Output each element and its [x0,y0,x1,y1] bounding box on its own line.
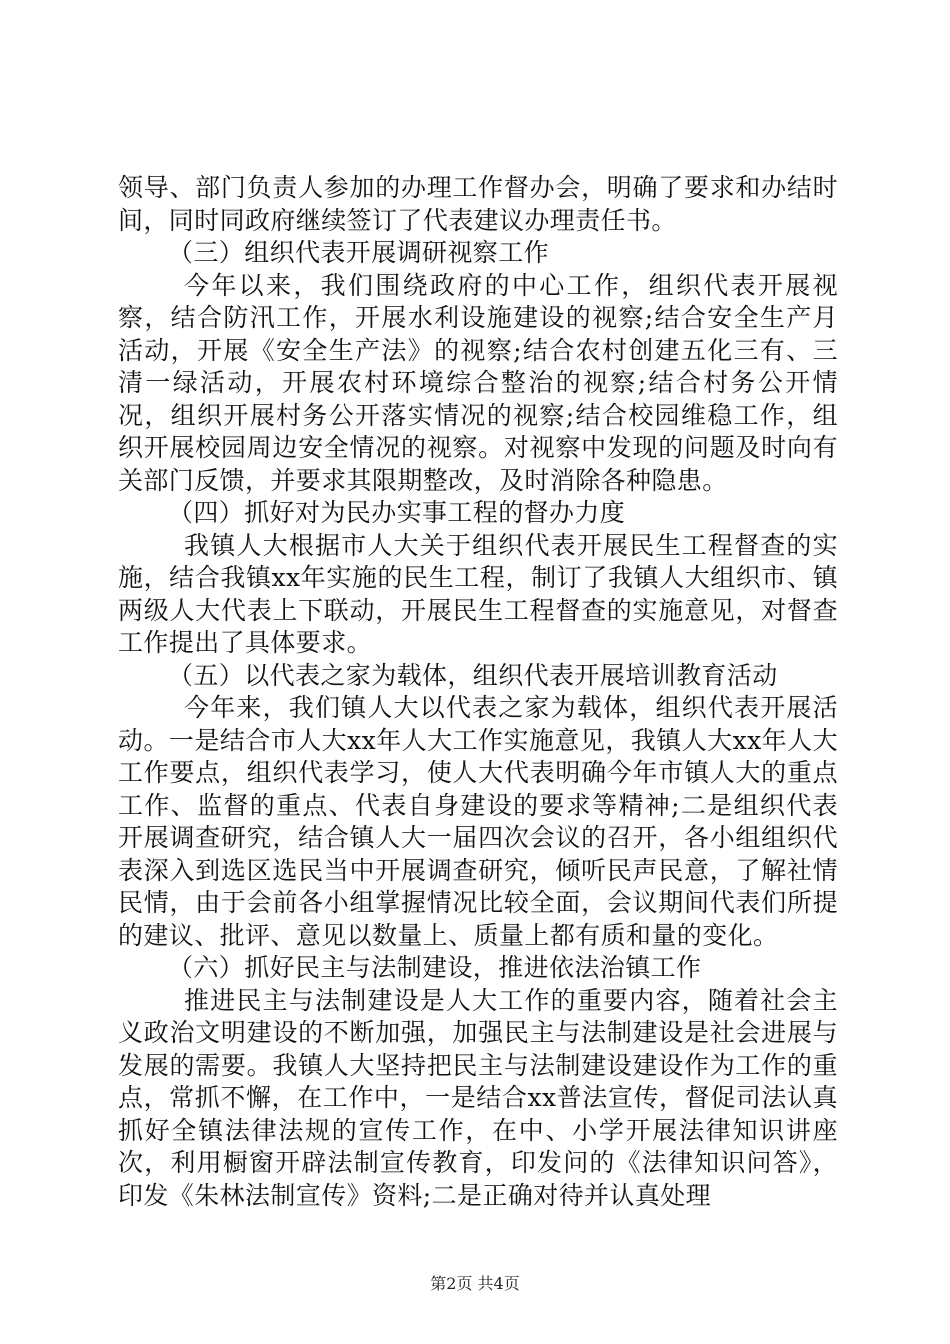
section-heading-5: （五）以代表之家为载体，组织代表开展培训教育活动 [168,660,778,690]
section-heading-6: （六）抓好民主与法制建设，推进依法治镇工作 [168,953,702,982]
paragraph-rule-of-law: 推进民主与法制建设是人大工作的重要内容，随着社会主义政治文明建设的不断加强，加强民主与法制建设是社会进展与发展的需要。我镇人大坚持把民主与法制建设建设作为工作的重点，常抓不懈，在工作中，一是结合xx普法宣传，督促司法认真抓好全镇法律法规的宣传工作，在中、小学开展法律知识讲座次，利用橱窗开辟法制宣传教育，印发问的《法律知识问答》，印发《朱林法制宣传》资料;二是正确对待并认真处理 [118,985,838,1210]
paragraph-training: 今年来，我们镇人大以代表之家为载体，组织代表开展活动。一是结合市人大xx年人大工作实施意见，我镇人大xx年人大工作要点，组织代表学习，使人大代表明确今年市镇人大的重点工作、监督的重点、代表自身建设的要求等精神;二是组织代表开展调查研究，结合镇人大一届四次会议的召开，各小组组织代表深入到选区选民当中开展调查研究，倾听民声民意，了解社情民情，由于会前各小组掌握情况比较全面，会议期间代表们所提的建议、批评、意见以数量上、质量上都有质和量的变化。 [118,693,838,950]
paragraph-continuation: 领导、部门负责人参加的办理工作督办会，明确了要求和办结时间，同时同政府继续签订了代表建议办理责任书。 [118,173,838,235]
document-body [118,172,838,1212]
page-number-footer: 第2页 共4页 [430,1274,520,1293]
section-heading-3: （三）组织代表开展调研视察工作 [168,238,550,267]
section-heading-4: （四）抓好对为民办实事工程的督办力度 [168,498,626,527]
paragraph-inspection: 今年以来，我们围绕政府的中心工作，组织代表开展视察，结合防汛工作，开展水利设施建设的视察;结合安全生产月活动，开展《安全生产法》的视察;结合农村创建五化三有、三清一绿活动，开展农村环境综合整治的视察;结合村务公开情况，组织开展村务公开落实情况的视察;结合校园维稳工作，组织开展校园周边安全情况的视察。对视察中发现的问题及时向有关部门反馈，并要求其限期整改，及时消除各种隐患。 [118,270,838,495]
paragraph-livelihood-projects: 我镇人大根据市人大关于组织代表开展民生工程督查的实施，结合我镇xx年实施的民生工程，制订了我镇人大组织市、镇两级人大代表上下联动，开展民生工程督查的实施意见，对督查工作提出了具体要求。 [118,530,838,657]
